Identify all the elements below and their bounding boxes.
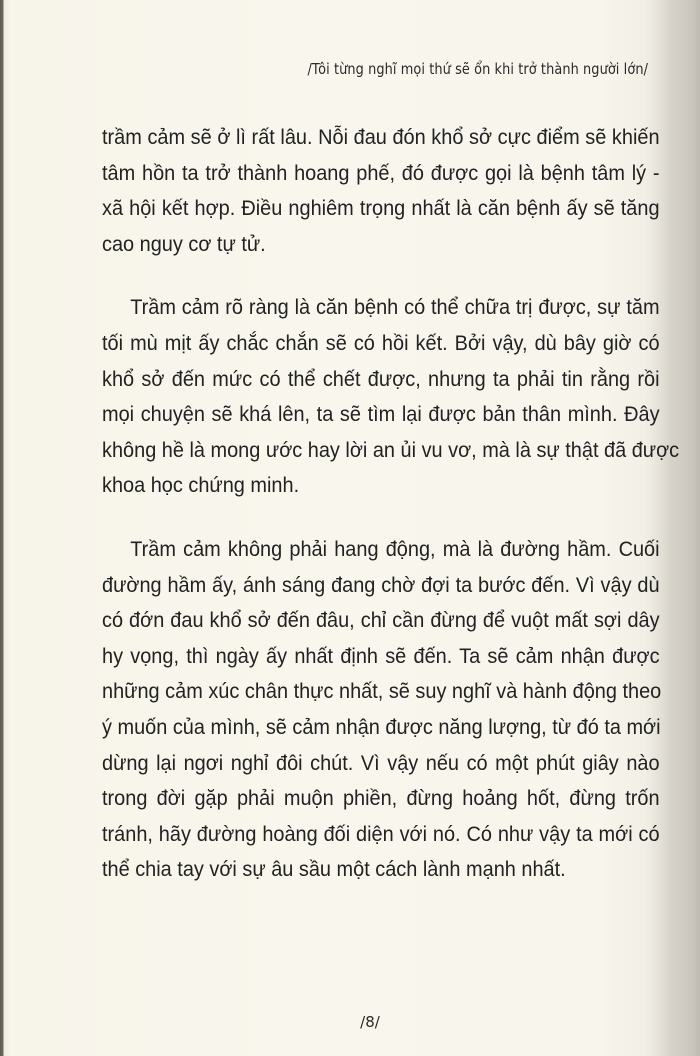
paragraph-3 [102,532,660,888]
text-line: tránh, hãy đường hoàng đối diện với nó. Có như vậy ta mới có [102,822,660,846]
text-line: những cảm xúc chân thực nhất, sẽ suy nghĩ và hành động theo [102,680,662,704]
text-line: tối mù mịt ấy chắc chắn sẽ có hồi kết. Bởi vậy, dù bây giờ có [102,331,660,355]
paragraph-2 [102,290,680,504]
page-number: /8/ [360,1013,380,1031]
text-line: có đớn đau khổ sở đến đâu, chỉ cần đừng để vuột mất sợi dây [102,609,660,633]
text-line: cao nguy cơ tự tử. [102,232,266,256]
text-line: khoa học chứng minh. [102,474,300,498]
text-line: trong đời gặp phải muộn phiền, đừng hoảng hốt, đừng trốn [102,787,660,811]
text-line: Trầm cảm rõ ràng là căn bệnh có thể chữa trị được, sự tăm [130,296,660,320]
text-line: trầm cảm sẽ ở lì rất lâu. Nỗi đau đón khổ sở cực điểm sẽ khiến [102,126,660,149]
body-text [102,120,680,916]
text-line: dừng lại ngơi nghỉ đôi chút. Vì vậy nếu có một phút giây nào [102,751,660,775]
text-line: xã hội kết hợp. Điều nghiêm trọng nhất là căn bệnh ấy sẽ tăng [102,197,660,221]
text-line: mọi chuyện sẽ khá lên, ta sẽ tìm lại được bản thân mình. Đây [102,403,660,427]
text-line: tâm hồn ta trở thành hoang phế, đó được gọi là bệnh tâm lý - [102,161,660,185]
text-line: Trầm cảm không phải hang động, mà là đường hầm. Cuối [130,537,660,561]
running-header: /Tôi từng nghĩ mọi thứ sẽ ổn khi trở thành người lớn/ [307,60,648,78]
paragraph-1 [102,120,660,262]
text-line: hy vọng, thì ngày ấy nhất định sẽ đến. Ta sẽ cảm nhận được [102,644,660,668]
text-line: thể chia tay với sự âu sầu một cách lành mạnh nhất. [102,858,566,882]
text-line: đường hầm ấy, ánh sáng đang chờ đợi ta bước đến. Vì vậy dù [102,573,660,597]
text-line: khổ sở đến mức có thể chết được, nhưng ta phải tin rằng rồi [102,367,660,391]
text-line: không hề là mong ước hay lời an ủi vu vơ, mà là sự thật đã được [102,438,680,462]
text-line: ý muốn của mình, sẽ cảm nhận được năng lượng, từ đó ta mới [102,715,661,739]
